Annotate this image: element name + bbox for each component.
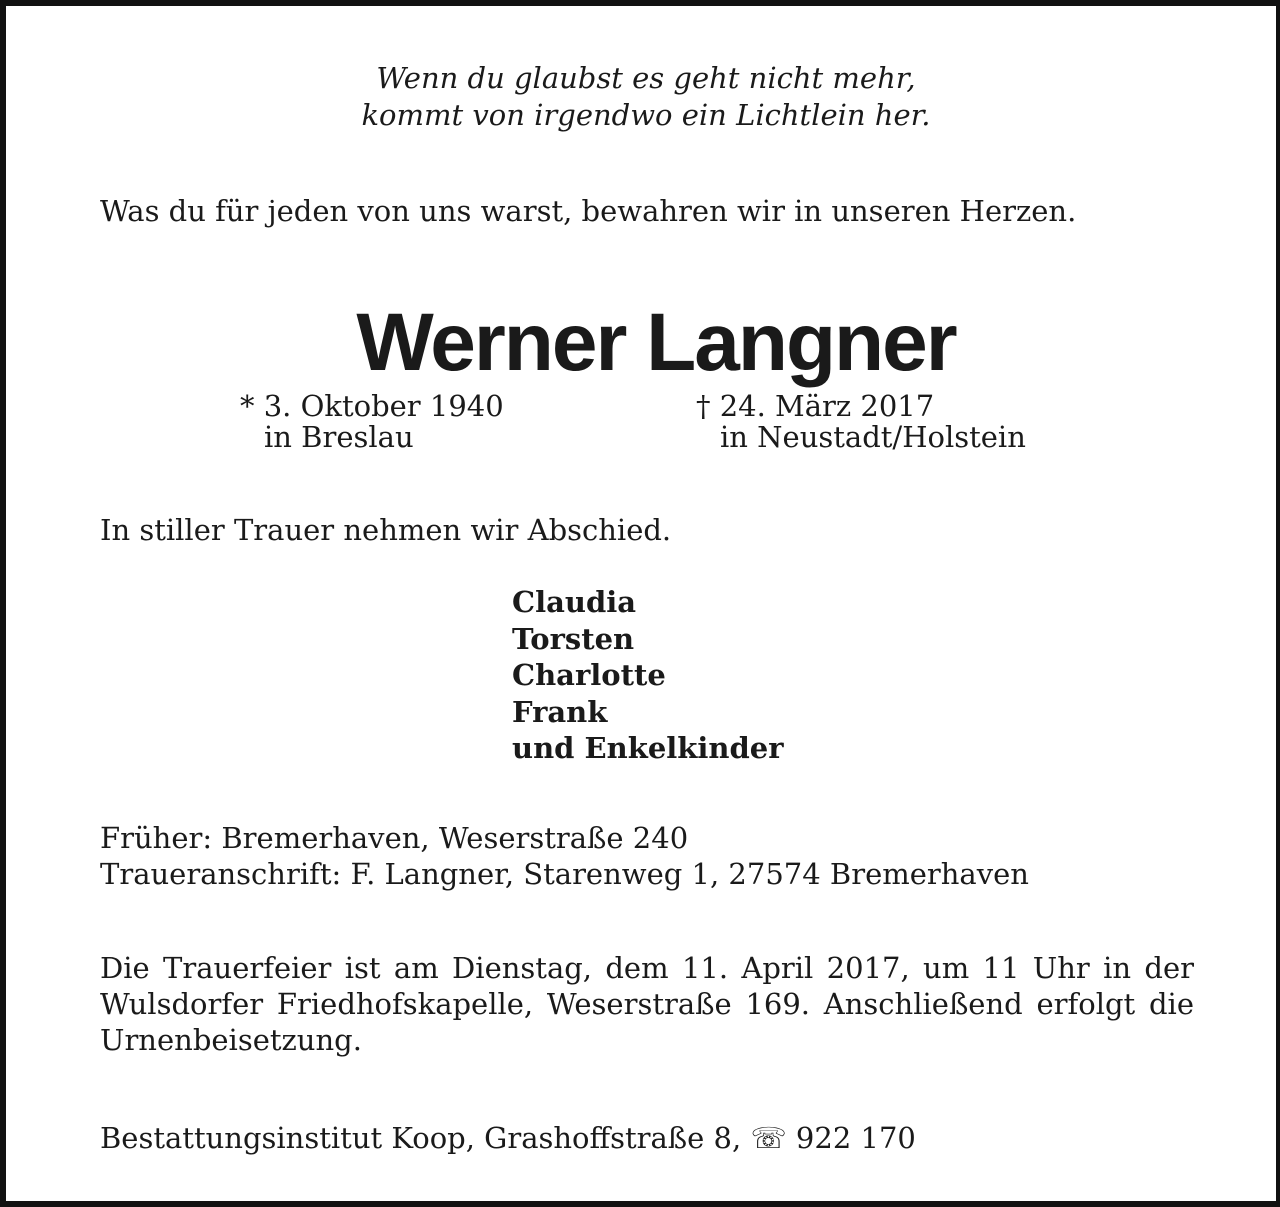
death-date: † 24. März 2017 <box>696 389 935 423</box>
birth-place: in Breslau <box>264 420 414 454</box>
birth-date: * 3. Oktober 1940 <box>240 389 504 423</box>
survivor-name: Frank <box>512 694 608 729</box>
survivor-name: Claudia <box>512 585 637 619</box>
survivor-name: und Enkelkinder <box>512 731 784 765</box>
dedication-text: Was du für jeden von uns warst, bewahren wir in unseren Herzen. <box>100 194 1077 228</box>
farewell-text: In stiller Trauer nehmen wir Abschied. <box>100 513 672 547</box>
motto-line-2: kommt von irgendwo ein Lichtlein her. <box>361 98 931 132</box>
survivor-name: Charlotte <box>512 658 666 692</box>
survivor-name: Torsten <box>512 621 635 656</box>
mourning-address: Traueranschrift: F. Langner, Starenweg 1, 27574 Bremerhaven <box>100 857 1029 891</box>
ceremony-text: Die Trauerfeier ist am Dienstag, dem 11. April 2017, um 11 Uhr in der Wulsdorfer Friedhofskapelle, Weserstraße 169. Anschließend erfolgt die Urnenbeisetzung. <box>100 951 1194 1057</box>
deceased-name: Werner Langner <box>356 297 956 388</box>
survivors-list <box>512 584 784 767</box>
undertaker-info: Bestattungsinstitut Koop, Grashoffstraße 8, ☏ 922 170 <box>100 1121 916 1155</box>
former-address: Früher: Bremerhaven, Weserstraße 240 <box>100 821 689 855</box>
motto-line-1: Wenn du glaubst es geht nicht mehr, <box>376 61 916 95</box>
death-place: in Neustadt/Holstein <box>720 420 1026 454</box>
